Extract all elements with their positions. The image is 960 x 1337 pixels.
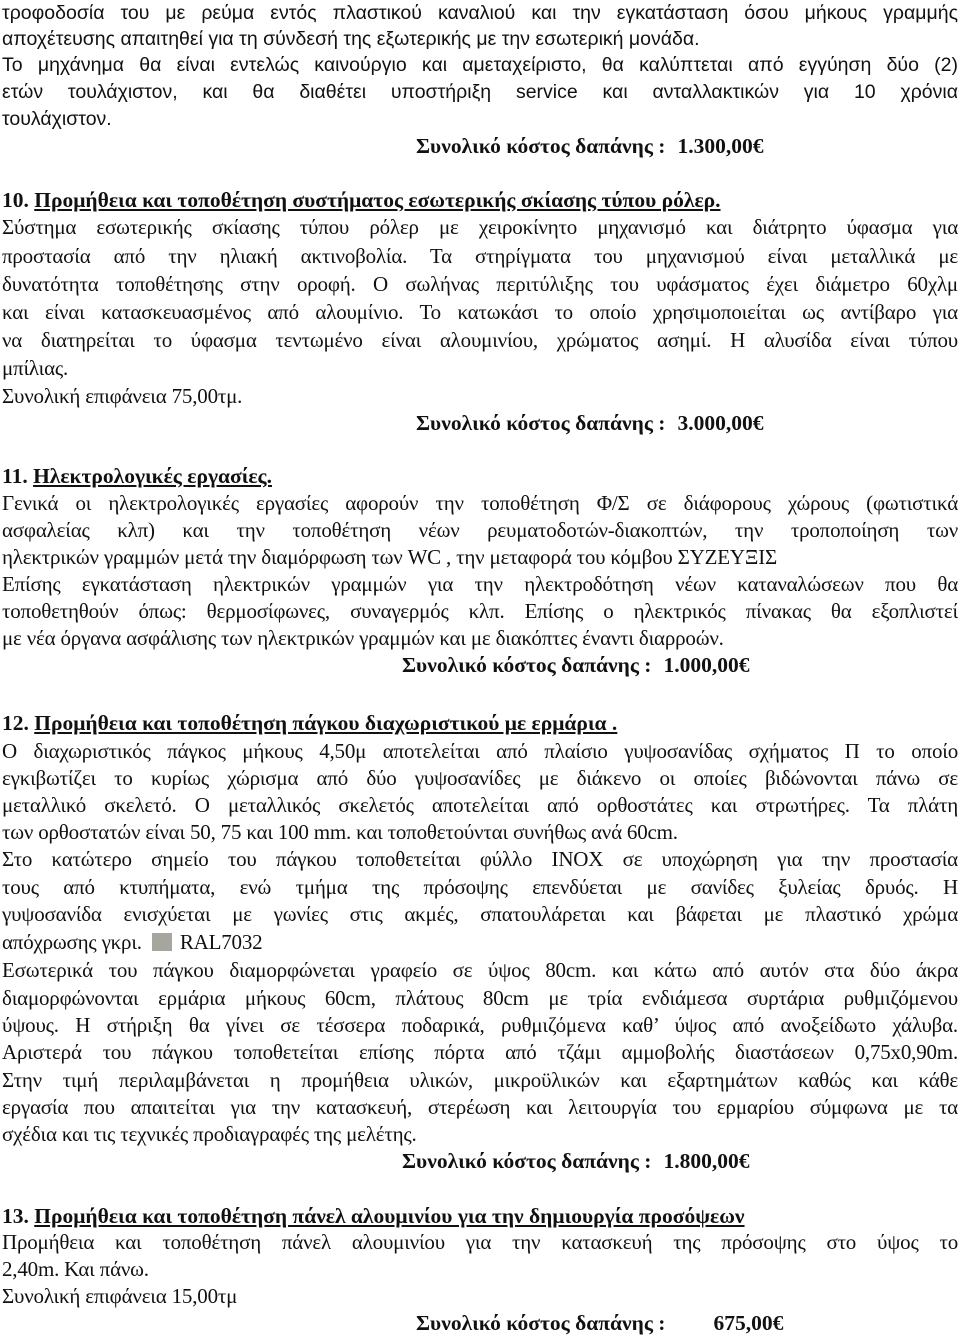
- section-title: Ηλεκτρολογικές εργασίες.: [33, 464, 272, 488]
- text-line: τους από κτυπήματα, ενώ τμήμα της πρόσοψης επενδύεται με σανίδες ξυλείας δρυός. Η: [2, 875, 958, 899]
- text-line: εγκιβωτίζει το κυρίως χώρισμα από δύο γυψοσανίδες με διάκενο οι οποίες βιδώνονται πάνω σε: [2, 766, 958, 790]
- section-number: 11.: [2, 464, 28, 488]
- total-cost: [416, 133, 763, 159]
- section-heading: [2, 187, 721, 213]
- section-number: 12.: [2, 711, 29, 735]
- text-line: ετών τουλάχιστον, και θα διαθέτει υποστήριξη service και ανταλλακτικών για 10 χρόνια: [2, 81, 958, 103]
- text-line: των ορθοστατών είναι 50, 75 και 100 mm. και τοποθετούνται συνήθως ανά 60cm.: [2, 820, 678, 844]
- total-cost-label: Συνολικό κόστος δαπάνης :: [416, 134, 666, 158]
- text-line: μεταλλικό σκελετό. Ο μεταλλικός σκελετός αποτελείται από ορθοστάτες και στρωτήρες. Τα πλάτη: [2, 793, 958, 817]
- text-line: Ο διαχωριστικός πάγκος μήκους 4,50μ αποτελείται από πλαίσιο γυψοσανίδας σχήματος Π το οποίο: [2, 739, 958, 763]
- text-line: Σύστημα εσωτερικής σκίασης τύπου ρόλερ με χειροκίνητο μηχανισμό και διάτρητο ύφασμα για: [2, 215, 958, 239]
- section-heading: [2, 710, 617, 736]
- text-line: Στην τιμή περιλαμβάνεται η προμήθεια υλικών, μικροϋλικών και εξαρτημάτων καθώς και κάθε: [2, 1068, 958, 1092]
- section-title: Προμήθεια και τοποθέτηση συστήματος εσωτερικής σκίασης τύπου ρόλερ.: [34, 188, 721, 212]
- text-line: σχέδια και τις τεχνικές προδιαγραφές της μελέτης.: [2, 1122, 417, 1146]
- section-heading: [2, 1203, 745, 1229]
- text-line: τροφοδοσία του με ρεύμα εντός πλαστικού καναλιού και την εγκατάσταση όσου μήκους γραμμής: [2, 2, 958, 24]
- text-line: Συνολική επιφάνεια 75,00τμ.: [2, 384, 243, 408]
- text-line: να διατηρείται το ύφασμα τεντωμένο είναι αλουμινίου, χρώματος ασημί. Η αλυσίδα είναι τύπου: [2, 328, 958, 352]
- text-line: Αριστερά του πάγκου τοποθετείται επίσης πόρτα από τζάμι αμμοβολής διαστάσεων 0,75x0,90m.: [2, 1040, 958, 1064]
- text-line: τοποθετηθούν όπως: θερμοσίφωνες, συναγερμός κλπ. Επίσης ο ηλεκτρικός πίνακας θα εξοπλιστεί: [2, 599, 958, 623]
- color-code: RAL7032: [179, 930, 263, 954]
- text-line: ηλεκτρικών γραμμών μετά την διαμόρφωση των WC , την μεταφορά του κόμβου ΣΥΖΕΥΞΙΣ: [2, 545, 778, 569]
- section-title: Προμήθεια και τοποθέτηση πάνελ αλουμινίου για την δημιουργία προσόψεων: [34, 1204, 745, 1228]
- section-title: Προμήθεια και τοποθέτηση πάγκου διαχωριστικού με ερμάρια .: [34, 711, 618, 735]
- total-cost-label: Συνολικό κόστος δαπάνης :: [402, 653, 652, 677]
- total-cost-amount: 3.000,00€: [677, 411, 764, 435]
- text-line: Επίσης εγκατάσταση ηλεκτρικών γραμμών για την ηλεκτροδότηση νέων καταναλώσεων που θα: [2, 572, 958, 596]
- text-line: Στο κατώτερο σημείο του πάγκου τοποθετείται φύλλο INOX σε υποχώρηση για την προστασία: [2, 847, 958, 871]
- total-cost-label: Συνολικό κόστος δαπάνης :: [416, 1311, 666, 1335]
- total-cost: [402, 652, 749, 678]
- total-cost-label: Συνολικό κόστος δαπάνης :: [402, 1149, 652, 1173]
- text-line: αποχέτευσης απαιτηθεί για τη σύνδεσή της εξωτερικής με την εσωτερική μονάδα.: [2, 28, 700, 50]
- total-cost: [416, 410, 763, 436]
- text-line: δυνατότητα τοποθέτησης στην οροφή. Ο σωλήνας περιτύλιξης του υφάσματος έχει διάμετρο 60χλμ: [2, 272, 958, 296]
- text-line: Προμήθεια και τοποθέτηση πάνελ αλουμινίου για την κατασκευή της πρόσοψης στο ύψος το: [2, 1230, 958, 1254]
- text-line: και είναι κατασκευασμένος από αλουμίνιο. Το κατωκάσι το οποίο χρησιμοποιείται ως αντίβαρο για: [2, 300, 958, 324]
- text-line: Το μηχάνημα θα είναι εντελώς καινούργιο και αμεταχείριστο, θα καλύπτεται από εγγύηση δύο (2): [2, 54, 958, 76]
- color-spec-text: απόχρωσης γκρι.: [2, 930, 142, 954]
- color-spec-line: [2, 929, 262, 955]
- total-cost-amount: 1.000,00€: [663, 653, 750, 677]
- text-line: ασφαλείας κλπ) και την τοποθέτηση νέων ρευματοδοτών-διακοπτών, την τροποποίηση των: [2, 518, 958, 542]
- section-number: 10.: [2, 188, 29, 212]
- text-line: προστασία από την ηλιακή ακτινοβολία. Τα στηρίγματα του μηχανισμού είναι μεταλλικά με: [2, 244, 958, 268]
- total-cost-amount: 1.800,00€: [663, 1149, 750, 1173]
- text-line: διαμορφώνονται ερμάρια μήκους 60cm, πλάτους 80cm με τρία ενδιάμεσα συρτάρια ρυθμιζόμενου: [2, 986, 958, 1010]
- text-line: τουλάχιστον.: [2, 108, 112, 130]
- total-cost-amount: 1.300,00€: [677, 134, 764, 158]
- text-line: γυψοσανίδα ενισχύεται με γωνίες στις ακμές, σπατουλάρεται και βάφεται με πλαστικό χρώμα: [2, 902, 958, 926]
- total-cost-amount: 675,00€: [713, 1311, 784, 1335]
- color-swatch: [152, 933, 172, 951]
- section-number: 13.: [2, 1204, 29, 1228]
- text-line: με νέα όργανα ασφάλισης των ηλεκτρικών γραμμών και με διακόπτες έναντι διαρροών.: [2, 626, 724, 650]
- text-line: Συνολική επιφάνεια 15,00τμ: [2, 1284, 238, 1308]
- total-cost: [416, 1310, 783, 1336]
- text-line: Εσωτερικά του πάγκου διαμορφώνεται γραφείο σε ύψος 80cm. και κάτω από αυτόν στα δύο άκρα: [2, 958, 958, 982]
- text-line: εργασία που απαιτείται για την κατασκευή, στερέωση και λειτουργία του ερμαρίου σύμφωνα με τα: [2, 1095, 958, 1119]
- total-cost-label: Συνολικό κόστος δαπάνης :: [416, 411, 666, 435]
- text-line: μπίλιας.: [2, 356, 69, 380]
- text-line: ύψους. Η στήριξη θα γίνει σε τέσσερα ποδαρικά, ρυθμιζόμενα καθ’ ύψος από ανοξείδωτο χάλυβα.: [2, 1013, 958, 1037]
- total-cost: [402, 1148, 749, 1174]
- section-heading: [2, 463, 272, 489]
- text-line: Γενικά οι ηλεκτρολογικές εργασίες αφορούν την τοποθέτηση Φ/Σ σε διάφορους χώρους (φωτιστικά: [2, 491, 958, 515]
- text-line: 2,40m. Και πάνω.: [2, 1257, 149, 1281]
